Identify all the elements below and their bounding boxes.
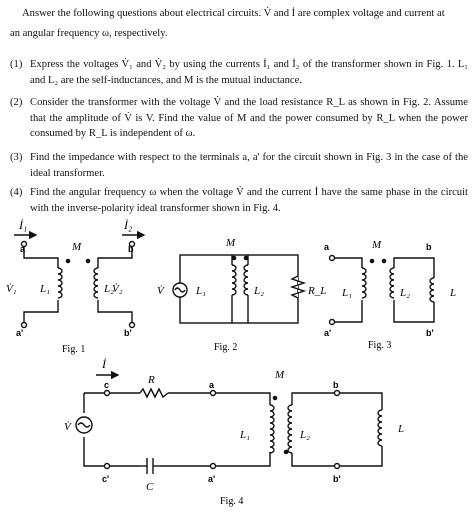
- fig1-b-label: b: [128, 244, 134, 254]
- fig1-v1-label: V̇₁: [6, 283, 17, 295]
- fig1-b-prime-label: b': [124, 328, 132, 338]
- fig4-V-label: V̇: [64, 421, 71, 433]
- fig1-i2-label: İ₂: [124, 218, 133, 232]
- fig1-i1-label: İ₁: [19, 218, 28, 232]
- fig2-RL-label: R_L: [308, 285, 327, 297]
- intro-line-2: an angular frequency ω, respectively.: [10, 28, 168, 39]
- fig3-L-label: L: [450, 287, 457, 299]
- fig2-caption: Fig. 2: [214, 342, 238, 353]
- fig3-a-prime-label: a': [324, 328, 332, 338]
- fig1-a-prime-label: a': [16, 328, 24, 338]
- fig1-caption: Fig. 1: [62, 344, 86, 355]
- fig4-L1-label: L₁: [240, 429, 250, 441]
- fig4-caption: Fig. 4: [220, 496, 244, 507]
- question-number: (4): [10, 187, 23, 198]
- fig4-a-label: a: [209, 380, 215, 390]
- question-text: Express the voltages V̇₁ and V̇₂ by using the currents İ₁ and İ₂ of the transformer shown in Fig. 1. L₁ and L₂ are the self-inductances, and M is the mutual inductance.: [30, 59, 468, 86]
- fig3-M-label: M: [372, 239, 382, 251]
- fig1-M-label: M: [72, 241, 82, 253]
- fig1-v2-label: V̇₂: [112, 283, 123, 295]
- fig4-C-label: C: [146, 481, 154, 493]
- fig2-circuit: [173, 255, 304, 323]
- question-text: Find the angular frequency ω when the voltage V̇ and the current İ have the same phase in the circuit with the inverse-polarity ideal transformer shown in Fig. 4.: [30, 187, 468, 214]
- fig4-c-prime-label: c': [102, 474, 110, 484]
- question-text: Find the impedance with respect to the terminals a, a' for the circuit shown in Fig. 3 in the case of the ideal transformer.: [30, 152, 468, 179]
- fig2-M-label: M: [226, 237, 236, 249]
- fig4-M-label: M: [275, 369, 285, 381]
- fig3-b-prime-label: b': [426, 328, 434, 338]
- fig1-L1-label: L₁: [40, 283, 50, 295]
- fig4-L2-label: L₂: [300, 429, 310, 441]
- fig3-b-label: b: [426, 242, 432, 252]
- question-number: (3): [10, 152, 23, 163]
- question-text: Consider the transformer with the voltage V̇ and the load resistance R_L as shown in Fig. 2. Assume that the amplitude of V̇ is V. Find the value of M and the power consumed by R_L when the power consumed by R_L is independent of ω.: [30, 97, 468, 139]
- fig1-a-label: a: [20, 244, 26, 254]
- fig2-L2-label: L₂: [254, 285, 264, 297]
- question-number: (1): [10, 59, 23, 70]
- fig3-L2-label: L₂: [400, 287, 410, 299]
- fig4-c-label: c: [104, 380, 110, 390]
- fig1-L2-label: L₂: [104, 283, 114, 295]
- fig3-caption: Fig. 3: [368, 340, 392, 351]
- fig4-I-label: İ: [102, 357, 106, 371]
- fig4-b-label: b: [333, 380, 339, 390]
- fig2-V-label: V̇: [157, 285, 164, 297]
- fig4-L-label: L: [398, 423, 405, 435]
- fig4-R-label: R: [148, 374, 155, 386]
- fig2-L1-label: L₁: [196, 285, 206, 297]
- fig3-L1-label: L₁: [342, 287, 352, 299]
- fig4-b-prime-label: b': [333, 474, 341, 484]
- fig3-a-label: a: [324, 242, 330, 252]
- intro-line-1: Answer the following questions about electrical circuits. V̇ and İ are complex voltage and current at: [22, 8, 445, 19]
- fig4-a-prime-label: a': [208, 474, 216, 484]
- question-number: (2): [10, 97, 23, 108]
